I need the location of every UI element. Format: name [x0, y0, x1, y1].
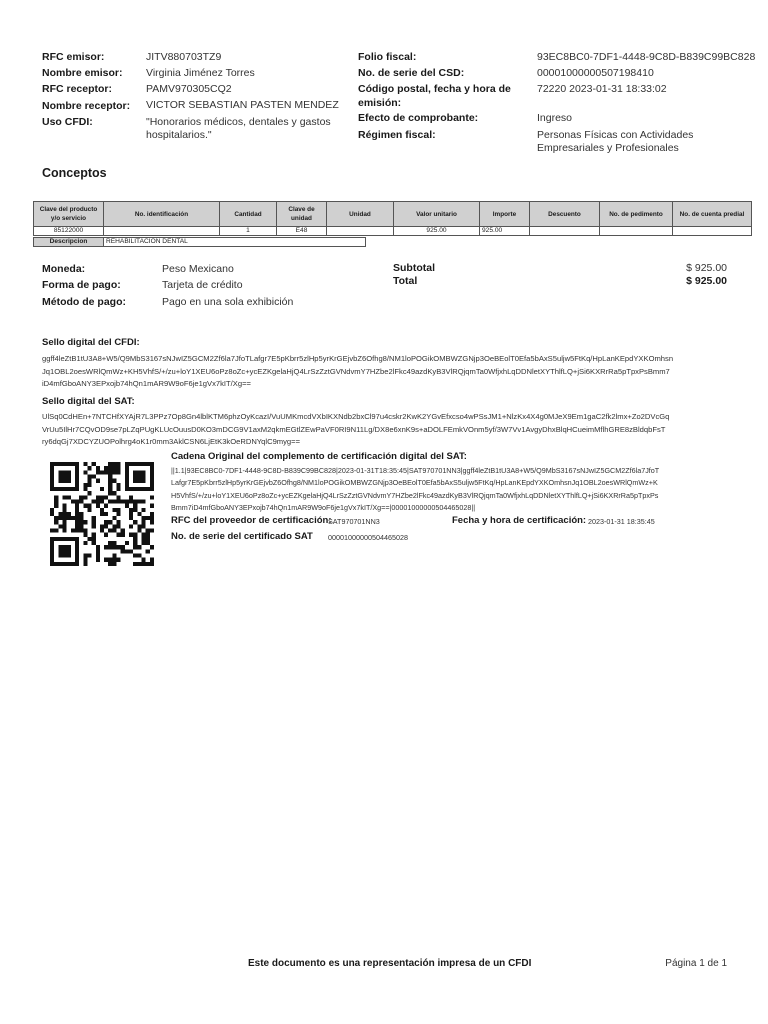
cell-no-cuenta-predial	[673, 227, 752, 236]
sello-cfdi-line: ggff4leZtB1tU3A8+W5/Q9MbS3167sNJwIZ5GCM2Zf6la7JfoTLafgr7E5pKbrr5zlHp5yrKrGEjvbZ6Ofhg8/NM1loPOGikOMBWZGNjp3OeBEolT0Efa5bAxS5uljw5FtKq/HpLanKEpdYXKOmhsn	[42, 354, 674, 363]
forma-pago-label: Forma de pago:	[42, 279, 121, 291]
cadena-label: Cadena Original del complemento de certificación digital del SAT:	[171, 451, 467, 462]
cell-valor-unitario: 925.00	[394, 227, 480, 236]
serie-certificado-sat-value: 00001000000504465028	[328, 533, 408, 542]
moneda-label: Moneda:	[42, 263, 86, 275]
sello-sat-label: Sello digital del SAT:	[42, 396, 135, 407]
rfc-emisor-value: JITV880703TZ9	[146, 51, 222, 63]
col-clave-unidad: Clave de unidad	[277, 202, 327, 227]
col-unidad: Unidad	[327, 202, 394, 227]
rfc-receptor-label: RFC receptor:	[42, 83, 113, 95]
nombre-receptor-value: VICTOR SEBASTIAN PASTEN MENDEZ	[146, 99, 339, 111]
nombre-emisor-value: Virginia Jiménez Torres	[146, 67, 255, 79]
rfc-receptor-value: PAMV970305CQ2	[146, 83, 232, 95]
efecto-value: Ingreso	[537, 112, 573, 124]
cell-clave-producto: 85122000	[34, 227, 104, 236]
sello-sat-line: UlSq0CdHEn+7NTCHfXYAjR7L3PPz7Op8Gn4lblKTM6phzOyKcazI/VuUMKmcdVXbIKXNdb2bxCl97u4cskr2KwK2YGvEfxcso4wPSsJM1+NlzKx4X4g0MJeX9Em1gaC2fk2lmx+Zo2DVcGq	[42, 412, 670, 421]
folio-fiscal-label: Folio fiscal:	[358, 51, 417, 63]
descripcion-label: Descripcion	[34, 238, 104, 247]
serie-csd-value: 00001000000507198410	[537, 67, 654, 79]
col-clave-producto: Clave del producto y/o servicio	[34, 202, 104, 227]
sello-cfdi-line: Jq1OBL2oesWRlQmWz+KH5VhfS/+/zu+loY1XEU6oPz8oZc+ycEZKgelaHjQ4LrSzZztGVNdvmY7HZbe2lFkc49azdKyB3VlRQjqmTa0WfjxhLqDDNletXYThlfLQ+jSi6KXRrRa5pTpxPsBmm7	[42, 366, 670, 376]
sello-sat-line: VrUu5IlHr7CQvOD9se7pLZqPUgKLUcOuusD0KO3mDCG9V1axM2qkmEGtlZEwPaVF0RI9N11Lg/DX8e6xnK9s+aDOLFEmkVOnm5yf/3W7Vv1AvgyDhxBlqHCueimMflhGRE8zBldqbFsT	[42, 424, 666, 434]
cell-cantidad: 1	[220, 227, 277, 236]
cell-no-identificacion	[104, 227, 220, 236]
cp-fecha-label-line2: emisión:	[358, 97, 402, 109]
col-valor-unitario: Valor unitario	[394, 202, 480, 227]
uso-cfdi-line2: hospitalarios."	[146, 129, 212, 141]
fecha-certificacion-value: 2023-01-31 18:35:45	[588, 517, 655, 526]
total-value: $ 925.00	[686, 275, 727, 287]
subtotal-value: $ 925.00	[686, 262, 727, 274]
descripcion-table	[33, 237, 366, 247]
total-label: Total	[393, 275, 418, 287]
cell-importe: 925.00	[480, 227, 530, 236]
forma-pago-value: Tarjeta de crédito	[162, 279, 243, 291]
uso-cfdi-label: Uso CFDI:	[42, 116, 93, 128]
qr-code-image	[50, 462, 154, 566]
sello-cfdi-label: Sello digital del CFDI:	[42, 337, 140, 348]
col-cantidad: Cantidad	[220, 202, 277, 227]
nombre-receptor-label: Nombre receptor:	[42, 100, 131, 112]
descripcion-row	[34, 238, 366, 247]
cell-no-pedimento	[600, 227, 673, 236]
metodo-pago-value: Pago en una sola exhibición	[162, 296, 294, 308]
footer-note: Este documento es una representación impresa de un CFDI	[248, 958, 532, 969]
page-number: Página 1 de 1	[665, 958, 727, 969]
cadena-line: Bmm7iD4mfGboANY3EPxojb74hQn1mAR9W9oF6je1gVx7kIT/Xg==|00001000000504465028||	[171, 503, 476, 513]
cell-descuento	[530, 227, 600, 236]
sello-sat-text	[42, 411, 742, 449]
efecto-label: Efecto de comprobante:	[358, 112, 479, 124]
rfc-proveedor-label: RFC del proveedor de certificación:	[171, 515, 332, 526]
fecha-certificacion-label: Fecha y hora de certificación:	[452, 515, 587, 526]
metodo-pago-label: Método de pago:	[42, 296, 126, 308]
moneda-value: Peso Mexicano	[162, 263, 234, 275]
cell-unidad	[327, 227, 394, 236]
col-no-cuenta-predial: No. de cuenta predial	[673, 202, 752, 227]
col-no-pedimento: No. de pedimento	[600, 202, 673, 227]
subtotal-label: Subtotal	[393, 262, 435, 274]
regimen-label: Régimen fiscal:	[358, 129, 436, 141]
cadena-line: H5VhfS/+/zu+loY1XEU6oPz8oZc+ycEZKgelaHjQ4LrSzZztGVNdvmY7HZbe2lFkc49azdKyB3VlRQjqmTa0WfjxhLqDDNletXYThlfLQ+jSi6KXRrRa5pTpxPs	[171, 490, 659, 500]
sello-cfdi-text	[42, 353, 742, 391]
descripcion-value: REHABILITACION DENTAL	[104, 238, 366, 247]
col-no-identificacion: No. identificación	[104, 202, 220, 227]
nombre-emisor-label: Nombre emisor:	[42, 67, 123, 79]
cadena-text	[171, 465, 741, 515]
cell-clave-unidad: E48	[277, 227, 327, 236]
regimen-line1: Personas Físicas con Actividades	[537, 129, 694, 141]
cadena-line: Lafgr7E5pKbrr5zlHp5yrKrGEjvbZ6Ofhg8/NM1loPOGikOMBWZGNjp3OeBEolT0Efa5bAxS5uljw5FtKq/HpLanKEpdYXKOmhsnJq1OBL2oesWRlQmWz+K	[171, 478, 658, 488]
rfc-emisor-label: RFC emisor:	[42, 51, 105, 63]
folio-fiscal-value: 93EC8BC0-7DF1-4448-9C8D-B839C99BC828	[537, 51, 756, 63]
col-descuento: Descuento	[530, 202, 600, 227]
table-row	[34, 227, 752, 236]
cp-fecha-value: 72220 2023-01-31 18:33:02	[537, 83, 667, 95]
regimen-line2: Empresariales y Profesionales	[537, 142, 679, 154]
cadena-line: ||1.1|93EC8BC0-7DF1-4448-9C8D-B839C99BC828|2023-01-31T18:35:45|SAT970701NN3|ggff4leZtB1tU3A8+W5/Q9MbS3167sNJwIZ5GCM2Zf6la7JfoT	[171, 466, 660, 475]
rfc-proveedor-value: SAT970701NN3	[328, 517, 380, 526]
conceptos-title: Conceptos	[42, 166, 107, 180]
sello-sat-line: ry6dqGj7XDCYZUOPolhrg4oK1r0mm3AklCSN6LjEtK3kOeRDNYqlC9myg==	[42, 437, 301, 446]
cp-fecha-label-line1: Código postal, fecha y hora de	[358, 83, 511, 95]
conceptos-table	[33, 201, 752, 236]
sello-cfdi-line: iD4mfGboANY3EPxojb74hQn1mAR9W9oF6je1gVx7kIT/Xg==	[42, 379, 251, 388]
col-importe: Importe	[480, 202, 530, 227]
serie-certificado-sat-label: No. de serie del certificado SAT	[171, 531, 313, 542]
conceptos-header-row	[34, 202, 752, 227]
uso-cfdi-line1: "Honorarios médicos, dentales y gastos	[146, 116, 331, 128]
serie-csd-label: No. de serie del CSD:	[358, 67, 465, 79]
